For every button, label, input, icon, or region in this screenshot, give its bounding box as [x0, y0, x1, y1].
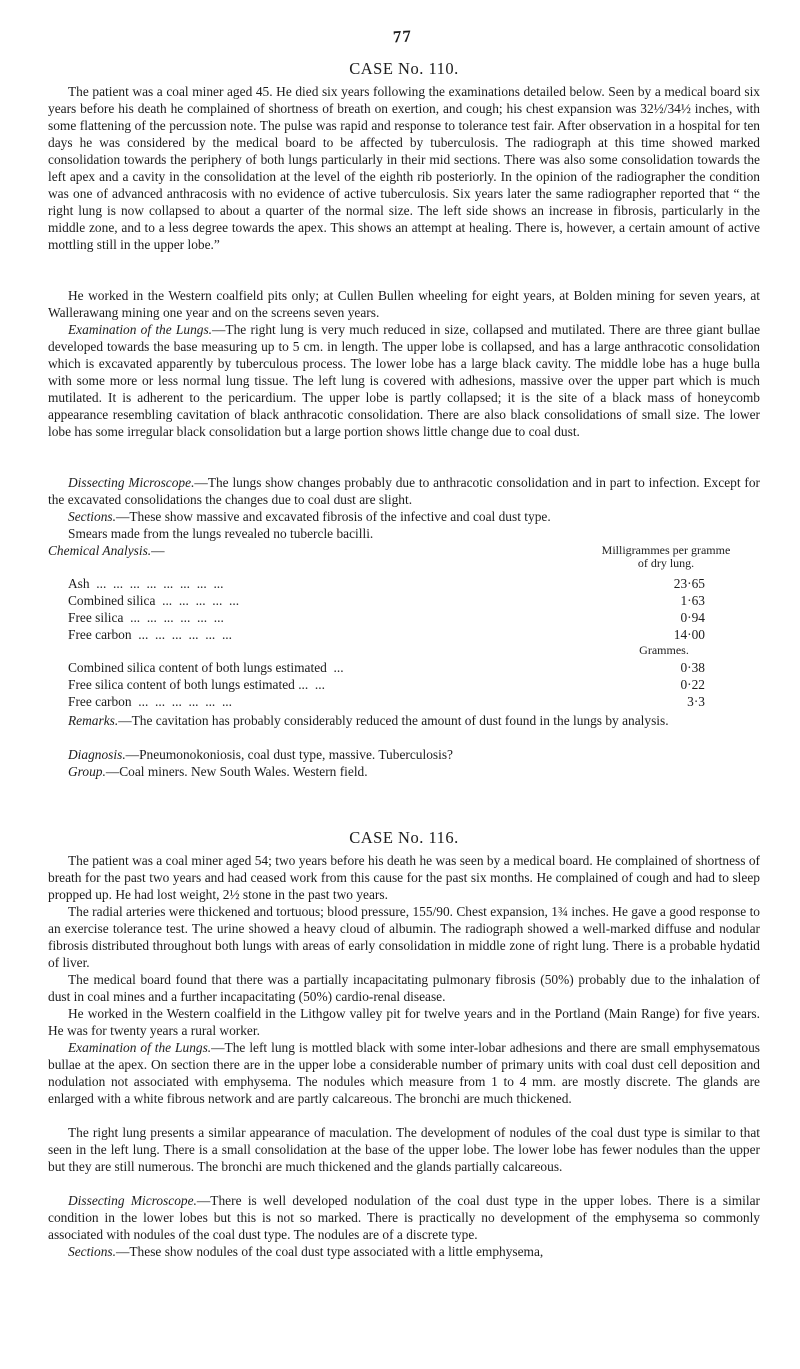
case-116-sections-paragraph — [48, 1243, 760, 1260]
case-116-work-history-paragraph: He worked in the Western coalfield in the Lithgow valley pit for twelve years and in the Portland (Main Range) for five years. He was for twenty years a rural worker. — [48, 1006, 760, 1038]
chem-row-label: Free silica content of both lungs estimated ... ... — [68, 677, 325, 692]
chem-row-value: 23·65 — [673, 576, 705, 591]
milligrammes-header: Milligrammes per gramme of dry lung. — [601, 543, 731, 570]
case-110-remarks-paragraph — [48, 712, 760, 729]
chem-row-label: Free silica ... ... ... ... ... ... — [68, 610, 224, 625]
chem-row-free-carbon — [48, 626, 760, 643]
chem-row-combined-silica-both-lungs — [48, 659, 760, 676]
remarks-text: —The cavitation has probably considerably reduced the amount of dust found in the lungs by analysis. — [118, 713, 669, 728]
chem-row-value: 0·94 — [680, 610, 705, 625]
microscope-heading: Dissecting Microscope. — [68, 475, 195, 490]
case-116-title: CASE No. 116. — [349, 828, 459, 847]
sections-text: —These show massive and excavated fibrosis of the infective and coal dust type. — [115, 509, 551, 524]
chem-row-ash — [48, 575, 760, 592]
case-110-work-history-paragraph: He worked in the Western coalfield pits only; at Cullen Bullen wheeling for eight years, at Bolden mining for seven years, at Wallerawang mining one year and on the screens seven years. — [48, 288, 760, 320]
case-110-microscope-paragraph — [48, 474, 760, 508]
chem-row-label: Free carbon ... ... ... ... ... ... — [68, 694, 233, 709]
chem-row-value: 0·22 — [680, 677, 705, 692]
chem-row-value: 1·63 — [680, 593, 705, 608]
chem-row-label: Ash ... ... ... ... ... ... ... ... — [68, 576, 224, 591]
case-110-history-paragraph: The patient was a coal miner aged 45. He died six years following the examinations detailed below. Seen by a medical board six years before his death he complained of shortness of breath on exertion, and cough; his chest expansion was 32½/34½ inches, with some flattening of the percussion note. The pulse was rapid and response to tolerance test fair. After observation in a hospital for ten days he was considered by the medical board to be affected by tuberculosis. The radiograph at this time showed marked consolidation towards the periphery of both lungs particularly in their mid sections. There was also some consolidation towards the left apex and a cavity in the consolidation at the level of the eighth rib posteriorly. In the opinion of the radiographer the condition was one of advanced anthracosis with no evidence of active tuberculosis. Six years later the same radiographer reported that “ the right lung is now collapsed to about a quarter of the normal size. The left side shows an increase in fibrosis, particularly in the middle zone, and to a less degree towards the apex. This shows an attempt at healing. There is, however, a certain amount of active mottling still in the upper lobe.” — [48, 84, 760, 252]
microscope-text: —There is well developed nodulation of the coal dust type in the upper lobes. There is a similar condition in the lower lobes but this is not so marked. There is practically no development of the emphysema so commonly associated with nodules of the coal dust type. The nodules are of a discrete type. — [48, 1193, 760, 1242]
chem-row-free-carbon-grammes — [48, 693, 760, 710]
case-116-board-paragraph: The medical board found that there was a partially incapacitating pulmonary fibrosis (50%) probably due to the inhalation of dust in coal mines and a further incapacitating (50%) cardio-renal disease. — [48, 972, 760, 1004]
group-heading: Group. — [68, 764, 106, 779]
case-116-examination-paragraph — [48, 1039, 760, 1107]
diagnosis-text: —Pneumonokoniosis, coal dust type, massive. Tuberculosis? — [125, 747, 453, 762]
grammes-header: Grammes. — [639, 643, 689, 657]
case-110-title: CASE No. 110. — [349, 59, 459, 78]
chem-row-free-silica-both-lungs — [48, 676, 760, 693]
chem-row-value: 0·38 — [680, 660, 705, 675]
case-110-diagnosis-paragraph — [48, 746, 760, 763]
examination-text: —The left lung is mottled black with some inter-lobar adhesions and there are small emphysematous bullae at the apex. On section there are in the upper lobe a considerable number of primary units with coal dust cell deposition and nodulation not associated with emphysema. The nodules which measure from 1 to 4 mm. are mostly discrete. The glands are enlarged with a white fibrous network and are partly calcareous. The bronchi are much thickened. — [48, 1040, 760, 1106]
case-110-smears-paragraph: Smears made from the lungs revealed no tubercle bacilli. — [68, 526, 374, 541]
case-116-clinical-paragraph: The radial arteries were thickened and tortuous; blood pressure, 155/90. Chest expansion, 1¾ inches. He gave a good response to an exercise tolerance test. The urine showed a heavy cloud of albumin. The radiograph showed a well-marked diffuse and nodular fibrosis distributed throughout both lungs with areas of early consolidation in middle zone of right lung. There is a probable hydatid of liver. — [48, 904, 760, 970]
examination-text: —The right lung is very much reduced in size, collapsed and mutilated. There are three giant bullae developed towards the base measuring up to 5 cm. in length. The upper lobe is collapsed, and has a large anthracotic consolidation which is excavated apparently by tuberculous process. The lower lobe has a large black cavity. The middle lobe has a huge bulla with some more or less normal lung tissue. The left lung is covered with adhesions, massive over the upper part which is much mutilated. It is adherent to the pericardium. The upper lobe is partly collapsed; it is the site of a black mass of honeycomb appearance resembling cavitation of black anthracotic consolidation. There are also black consolidations of small size. The lower lobe has some irregular black consolidation but a large portion shows little change due to coal dust. — [48, 322, 761, 439]
case-116-history-paragraph: The patient was a coal miner aged 54; two years before his death he was seen by a medical board. He complained of shortness of breath for the past two years and had ceased work from this cause for the past six months. He complained of cough and had to sleep propped up. He had lost weight, 2½ stone in the past two years. — [48, 853, 760, 902]
chem-row-free-silica — [48, 609, 760, 626]
chem-row-value: 14·00 — [673, 627, 705, 642]
page-number: 77 — [392, 26, 413, 47]
diagnosis-heading: Diagnosis. — [68, 747, 126, 762]
chem-row-label: Free carbon ... ... ... ... ... ... — [68, 627, 233, 642]
case-110-group-paragraph — [48, 763, 760, 780]
group-text: —Coal miners. New South Wales. Western field. — [105, 764, 368, 779]
microscope-heading: Dissecting Microscope. — [68, 1193, 197, 1208]
case-116-microscope-paragraph — [48, 1192, 760, 1243]
sections-text: —These show nodules of the coal dust type associated with a little emphysema, — [115, 1244, 544, 1259]
sections-heading: Sections. — [68, 1244, 116, 1259]
chem-row-combined-silica — [48, 592, 760, 609]
microscope-text: —The lungs show changes probably due to anthracotic consolidation and in part to infection. Except for the excavated consolidations the changes due to coal dust are slight. — [48, 475, 760, 507]
chem-row-label: Combined silica content of both lungs estimated ... — [68, 660, 344, 675]
case-116-right-lung-paragraph: The right lung presents a similar appearance of maculation. The development of nodules of the coal dust type is similar to that seen in the left lung. There is a small consolidation at the base of the upper lobe. The lower lobe has fewer nodules than the upper but they are still numerous. The bronchi are much thickened and the glands partially calcareous. — [48, 1125, 760, 1174]
case-110-sections-paragraph — [48, 508, 760, 525]
sections-heading: Sections. — [68, 509, 116, 524]
examination-heading: Examination of the Lungs. — [68, 322, 213, 337]
chem-row-label: Combined silica ... ... ... ... ... — [68, 593, 240, 608]
chemical-analysis-table — [48, 542, 760, 712]
remarks-heading: Remarks. — [68, 713, 119, 728]
chem-row-value: 3·3 — [687, 694, 705, 709]
chemical-analysis-heading: Chemical Analysis. — [48, 543, 152, 558]
case-110-examination-paragraph — [48, 321, 760, 440]
chemical-analysis-dash: — — [151, 543, 165, 558]
examination-heading: Examination of the Lungs. — [68, 1040, 212, 1055]
